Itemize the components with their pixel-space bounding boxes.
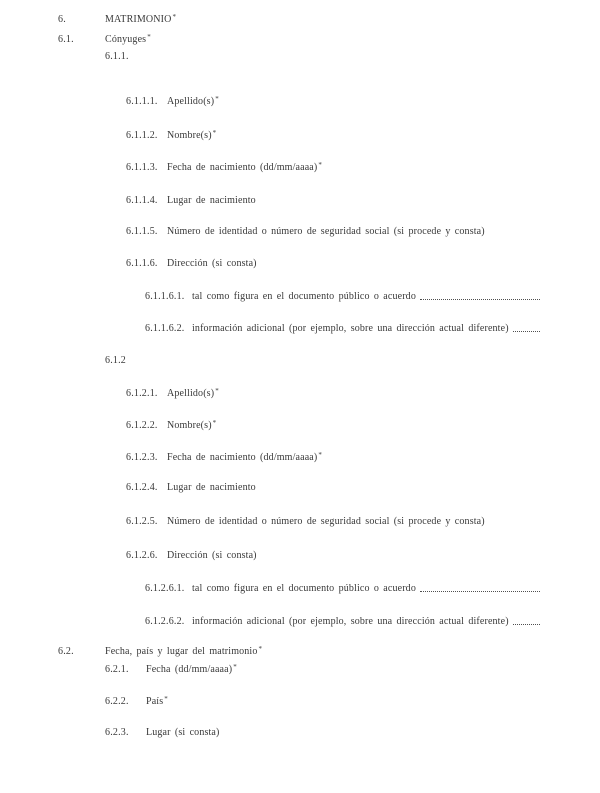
required-asterisk: * bbox=[318, 451, 323, 459]
list-item bbox=[126, 130, 216, 141]
item-label bbox=[167, 516, 486, 527]
item-number: 6.2. bbox=[58, 646, 74, 657]
item-number: 6. bbox=[58, 14, 66, 25]
item-text: Fecha de nacimiento (dd/mm/aaaa) bbox=[167, 162, 318, 173]
required-asterisk: * bbox=[215, 387, 219, 395]
list-item bbox=[105, 51, 147, 62]
item-label bbox=[146, 355, 147, 366]
item-number: 6.2.2. bbox=[105, 696, 129, 707]
item-label bbox=[192, 616, 510, 627]
item-text: información adicional (por ejemplo, sobre una dirección actual diferente) bbox=[192, 616, 509, 627]
item-text: información adicional (por ejemplo, sobre una dirección actual diferente) bbox=[192, 323, 509, 334]
item-number: 6.1.1.1. bbox=[126, 96, 158, 107]
item-label bbox=[105, 14, 176, 25]
item-text: Lugar (si consta) bbox=[146, 727, 220, 738]
item-label bbox=[167, 482, 257, 493]
item-number: 6.1.2.6. bbox=[126, 550, 158, 561]
required-asterisk: * bbox=[215, 95, 219, 103]
item-text: Apellido(s) bbox=[167, 96, 215, 107]
list-item bbox=[126, 226, 486, 237]
item-label bbox=[146, 664, 237, 675]
required-asterisk: * bbox=[233, 663, 237, 671]
item-text: País bbox=[146, 696, 164, 707]
list-item bbox=[126, 550, 258, 561]
list-item bbox=[58, 14, 176, 25]
item-label bbox=[167, 388, 219, 399]
list-item bbox=[58, 646, 262, 657]
item-text: Fecha, país y lugar del matrimonio bbox=[105, 646, 258, 657]
item-label bbox=[167, 162, 322, 173]
item-label bbox=[167, 130, 216, 141]
item-text: Apellido(s) bbox=[167, 388, 215, 399]
item-number: 6.1.2.2. bbox=[126, 420, 158, 431]
dotted-leader bbox=[420, 591, 540, 592]
item-number: 6.1.1.6.2. bbox=[145, 323, 185, 334]
item-label bbox=[167, 258, 258, 269]
item-label bbox=[167, 420, 216, 431]
list-item bbox=[105, 664, 237, 675]
item-text: Dirección (si consta) bbox=[167, 258, 257, 269]
item-label bbox=[167, 452, 322, 463]
required-asterisk: * bbox=[318, 161, 323, 169]
item-label bbox=[192, 583, 417, 594]
item-text: Lugar de nacimiento bbox=[167, 482, 256, 493]
list-item bbox=[126, 96, 219, 107]
item-number: 6.1.1.5. bbox=[126, 226, 158, 237]
item-label bbox=[105, 646, 262, 657]
item-number: 6.1.2.6.2. bbox=[145, 616, 185, 627]
item-label bbox=[167, 195, 257, 206]
required-asterisk: * bbox=[172, 13, 177, 21]
item-number: 6.1. bbox=[58, 34, 74, 45]
list-item bbox=[145, 583, 540, 594]
item-text: Fecha de nacimiento (dd/mm/aaaa) bbox=[167, 452, 318, 463]
item-label bbox=[146, 51, 147, 62]
list-item bbox=[126, 420, 216, 431]
required-asterisk: * bbox=[258, 645, 263, 653]
item-text: MATRIMONIO bbox=[105, 14, 172, 25]
item-number: 6.1.1. bbox=[105, 51, 129, 62]
required-asterisk: * bbox=[212, 129, 217, 137]
item-text: Número de identidad o número de seguridad social (si procede y consta) bbox=[167, 516, 485, 527]
list-item bbox=[126, 195, 257, 206]
item-text: Dirección (si consta) bbox=[167, 550, 257, 561]
required-asterisk: * bbox=[147, 33, 151, 41]
item-text: Número de identidad o número de seguridad social (si procede y consta) bbox=[167, 226, 485, 237]
item-text: tal como figura en el documento público o acuerdo bbox=[192, 583, 416, 594]
list-item bbox=[126, 162, 322, 173]
list-item bbox=[105, 696, 168, 707]
list-item bbox=[145, 291, 540, 302]
item-number: 6.1.2.4. bbox=[126, 482, 158, 493]
list-item bbox=[105, 355, 147, 366]
dotted-leader bbox=[513, 331, 540, 332]
item-number: 6.1.2.3. bbox=[126, 452, 158, 463]
list-item bbox=[126, 482, 257, 493]
item-number: 6.1.2 bbox=[105, 355, 126, 366]
item-number: 6.1.2.5. bbox=[126, 516, 158, 527]
item-number: 6.1.1.4. bbox=[126, 195, 158, 206]
item-label bbox=[192, 291, 417, 302]
item-label bbox=[105, 34, 151, 45]
item-label bbox=[146, 696, 168, 707]
item-text: Nombre(s) bbox=[167, 420, 212, 431]
item-label bbox=[167, 226, 486, 237]
list-item bbox=[105, 727, 221, 738]
item-label bbox=[167, 96, 219, 107]
list-item bbox=[126, 388, 219, 399]
list-item bbox=[126, 452, 322, 463]
item-text: Cónyuges bbox=[105, 34, 147, 45]
item-number: 6.1.1.6. bbox=[126, 258, 158, 269]
item-label bbox=[192, 323, 510, 334]
item-number: 6.1.1.2. bbox=[126, 130, 158, 141]
item-text: Lugar de nacimiento bbox=[167, 195, 256, 206]
list-item bbox=[145, 323, 540, 334]
item-number: 6.1.1.6.1. bbox=[145, 291, 185, 302]
item-number: 6.2.1. bbox=[105, 664, 129, 675]
item-label bbox=[146, 727, 221, 738]
required-asterisk: * bbox=[164, 695, 168, 703]
item-label bbox=[167, 550, 258, 561]
required-asterisk: * bbox=[212, 419, 217, 427]
list-item bbox=[126, 258, 258, 269]
dotted-leader bbox=[420, 299, 540, 300]
item-text: tal como figura en el documento público o acuerdo bbox=[192, 291, 416, 302]
item-text: Fecha (dd/mm/aaaa) bbox=[146, 664, 233, 675]
item-number: 6.2.3. bbox=[105, 727, 129, 738]
list-item bbox=[126, 516, 486, 527]
list-item bbox=[58, 34, 151, 45]
item-number: 6.1.2.6.1. bbox=[145, 583, 185, 594]
item-number: 6.1.1.3. bbox=[126, 162, 158, 173]
dotted-leader bbox=[513, 624, 540, 625]
item-number: 6.1.2.1. bbox=[126, 388, 158, 399]
item-text: Nombre(s) bbox=[167, 130, 212, 141]
list-item bbox=[145, 616, 540, 627]
